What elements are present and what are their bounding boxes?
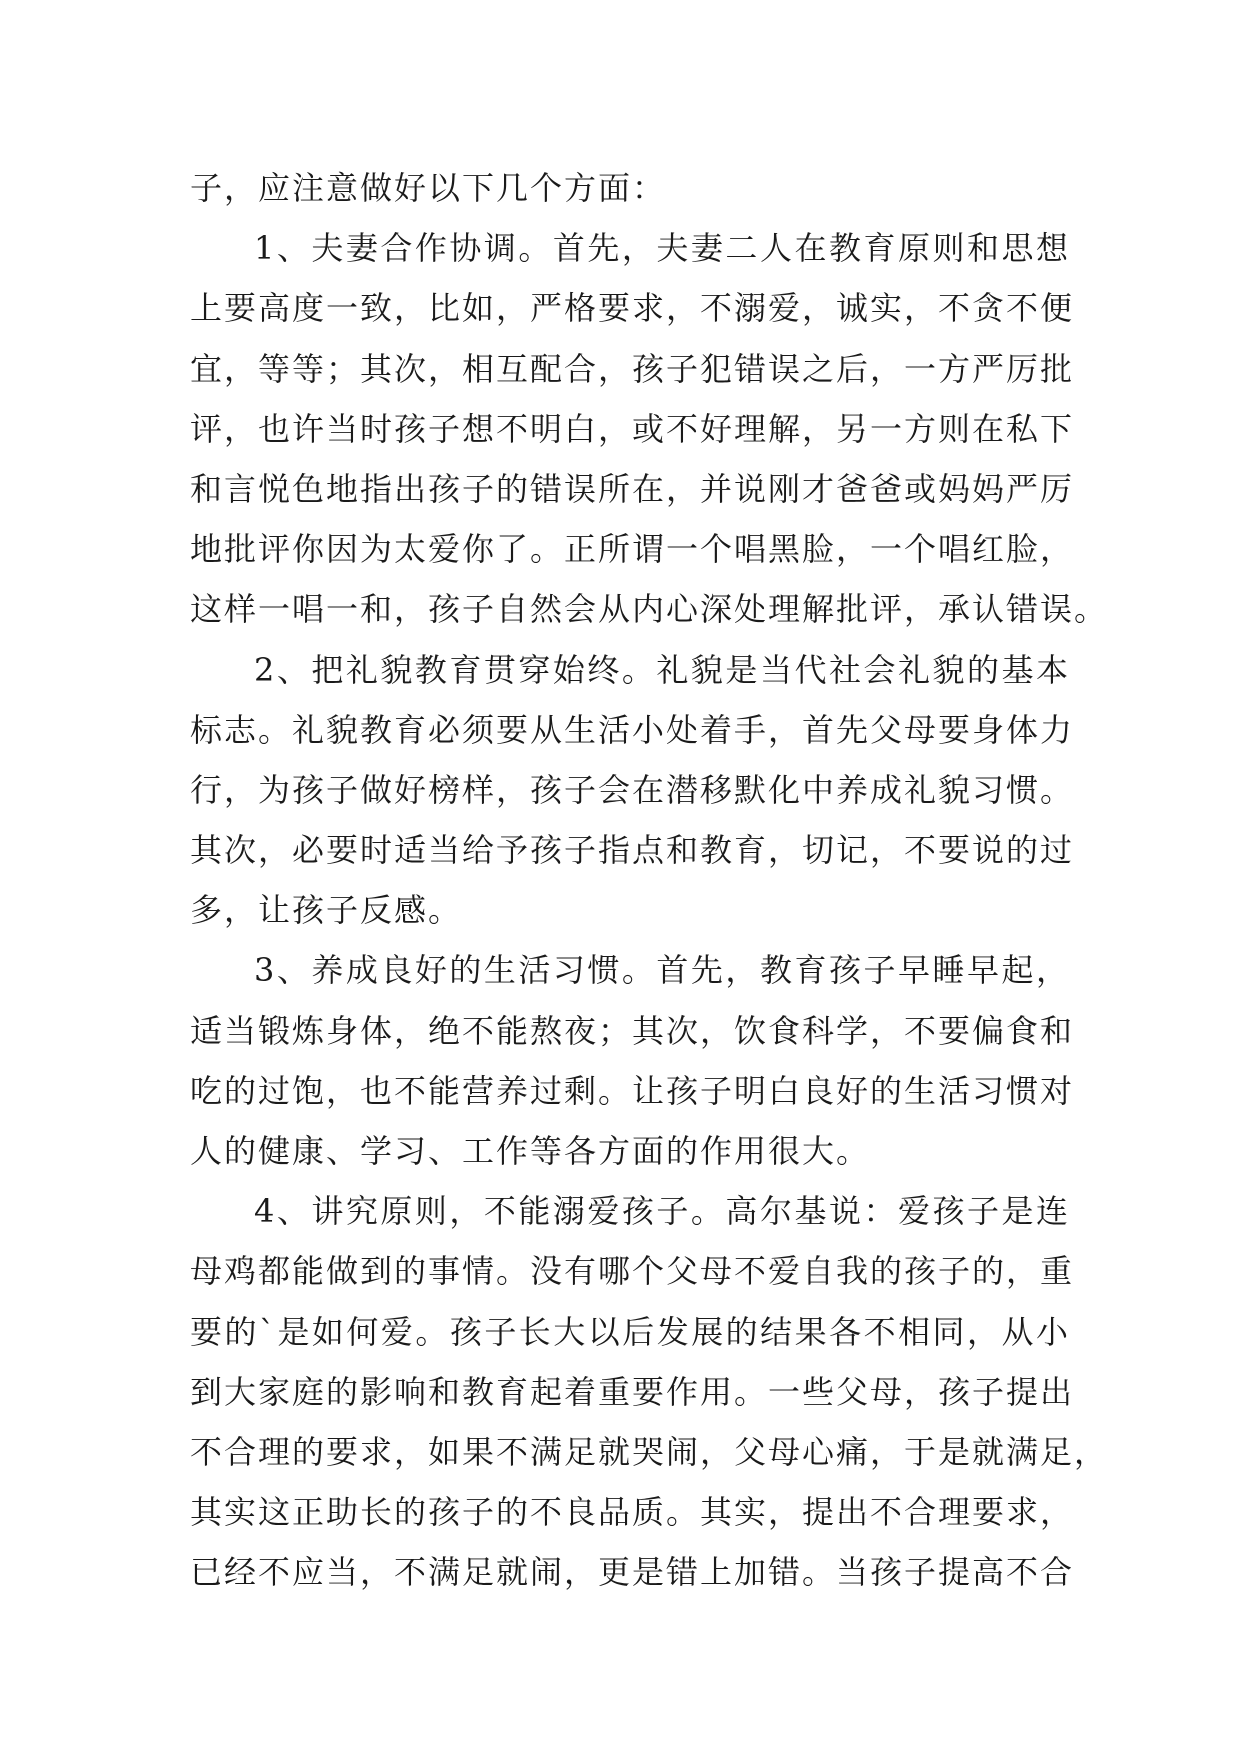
text-line: 行，为孩子做好榜样，孩子会在潜移默化中养成礼貌习惯。 — [190, 770, 1075, 809]
text-line: 吃的过饱，也不能营养过剩。让孩子明白良好的生活习惯对 — [190, 1071, 1075, 1110]
text-line: 多，让孩子反感。 — [190, 891, 463, 930]
text-line: 到大家庭的影响和教育起着重要作用。一些父母，孩子提出 — [190, 1372, 1075, 1411]
body-text — [190, 158, 1109, 1603]
text-line: 适当锻炼身体，绝不能熬夜；其次，饮食科学，不要偏食和 — [190, 1011, 1075, 1050]
text-line: 1、夫妻合作协调。首先，夫妻二人在教育原则和思想 — [254, 229, 1070, 268]
text-line: 人的健康、学习、工作等各方面的作用很大。 — [190, 1132, 871, 1170]
text-line: 子，应注意做好以下几个方面： — [190, 169, 667, 207]
text-line: 上要高度一致，比如，严格要求，不溺爱，诚实，不贪不便 — [190, 289, 1075, 328]
text-line: 母鸡都能做到的事情。没有哪个父母不爱自我的孩子的，重 — [190, 1252, 1075, 1291]
text-line: 和言悦色地指出孩子的错误所在，并说刚才爸爸或妈妈严厉 — [190, 469, 1075, 508]
text-line: 这样一唱一和，孩子自然会从内心深处理解批评，承认错误。 — [190, 590, 1109, 629]
text-line: 3、养成良好的生活习惯。首先，教育孩子早睡早起， — [254, 951, 1070, 990]
text-line: 其次，必要时适当给予孩子指点和教育，切记，不要说的过 — [190, 831, 1075, 870]
text-line: 标志。礼貌教育必须要从生活小处着手，首先父母要身体力 — [190, 710, 1075, 749]
text-line: 地批评你因为太爱你了。正所谓一个唱黑脸，一个唱红脸， — [190, 530, 1075, 569]
text-line: 4、讲究原则，不能溺爱孩子。高尔基说：爱孩子是连 — [254, 1192, 1070, 1231]
text-line: 宜，等等；其次，相互配合，孩子犯错误之后，一方严厉批 — [190, 349, 1075, 388]
text-line: 已经不应当，不满足就闹，更是错上加错。当孩子提高不合 — [190, 1553, 1075, 1592]
text-line: 不合理的要求，如果不满足就哭闹，父母心痛，于是就满足， — [190, 1432, 1109, 1471]
text-line: 评，也许当时孩子想不明白，或不好理解，另一方则在私下 — [190, 409, 1075, 448]
text-line: 2、把礼貌教育贯穿始终。礼貌是当代社会礼貌的基本 — [254, 650, 1070, 689]
text-line: 要的`是如何爱。孩子长大以后发展的结果各不相同，从小 — [190, 1312, 1070, 1351]
text-line: 其实这正助长的孩子的不良品质。其实，提出不合理要求， — [190, 1493, 1075, 1532]
